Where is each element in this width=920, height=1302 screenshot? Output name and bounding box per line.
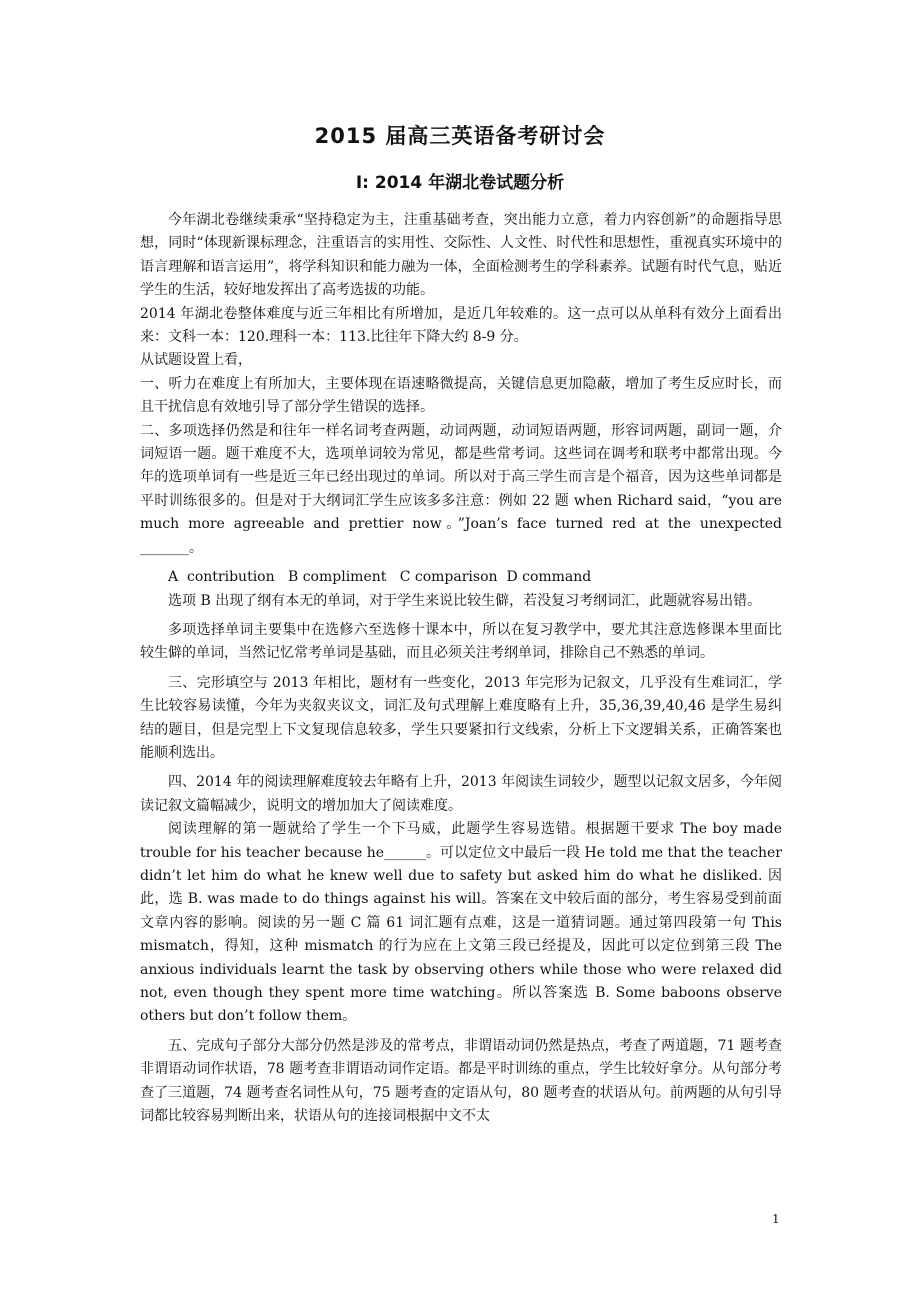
section-subtitle: I: 2014 年湖北卷试题分析 <box>355 173 565 193</box>
paragraph-cloze: 三、完形填空与 2013 年相比，题材有一些变化，2013 年完形为记叙文，几乎没有生难词汇，学生比较容易读懂，今年为夹叙夹议文，词汇及句式理解上难度略有上升，35,36,39,40,46 是学生易纠结的题目，但是完型上下文复现信息较多，学生只要紧扣行文线索，分析上下文逻辑关系，正确答案也能顺利选出。 <box>140 674 782 761</box>
page-title: 2015 届高三英语备考研讨会 <box>314 124 606 148</box>
answer-options: A contribution B compliment C comparison D command <box>168 569 592 586</box>
document-body <box>140 209 782 1128</box>
paragraph-reading: 四、2014 年的阅读理解难度较去年略有上升，2013 年阅读生词较少，题型以记叙文居多，今年阅读记叙文篇幅减少，说明文的增加加大了阅读难度。 <box>140 774 782 814</box>
paragraph-intro: 今年湖北卷继续秉承“坚持稳定为主，注重基础考查，突出能力立意，着力内容创新”的命题指导思想，同时“体现新课标理念，注重语言的实用性、交际性、人文性、时代性和思想性，重视真实环境中的语言理解和语言运用”，将学科知识和能力融为一体，全面检测考生的学科素养。试题有时代气息，贴近学生的生活，较好地发挥出了高考选拔的功能。 <box>140 212 782 299</box>
paragraph-reading-detail: 阅读理解的第一题就给了学生一个下马威，此题学生容易选错。根据题干要求 The boy made trouble for his teacher because he______。可以定位文中最后一段 He told me that the teacher didn’t let him do what he knew well due to safety but asked him do what he disliked. 因此，选 B. was made to do things against his will。答案在文中较后面的部分，考生容易受到前面文章内容的影响。阅读的另一题 C 篇 61 词汇题有点难，这是一道猜词题。通过第四段第一句 This mismatch，得知，这种 mismatch 的行为应在上文第三段已经提及，因此可以定位到第三段 The anxious individuals learnt the task by observing others while those who were relaxed did not, even though they spent more time watching。所以答案选 B. Some baboons observe others but don’t follow them。 <box>140 821 782 1025</box>
page-number: 1 <box>772 1212 780 1226</box>
paragraph-listening: 一、听力在难度上有所加大，主要体现在语速略微提高，关键信息更加隐蔽，增加了考生反应时长，而且干扰信息有效地引导了部分学生错误的选择。 <box>140 375 782 416</box>
paragraph-difficulty: 2014 年湖北卷整体难度与近三年相比有所增加，是近几年较难的。这一点可以从单科有效分上面看出来：文科一本：120.理科一本：113.比往年下降大约 8-9 分。 <box>140 305 782 346</box>
paragraph-option-b: 选项 B 出现了纲有本无的单词，对于学生来说比较生僻，若没复习考纲词汇，此题就容易出错。 <box>168 592 762 609</box>
paragraph-setup: 从试题设置上看， <box>140 352 252 369</box>
paragraph-multiple-choice: 二、多项选择仍然是和往年一样名词考查两题，动词两题，动词短语两题，形容词两题，副词一题，介词短语一题。题干难度不大，选项单词较为常见，都是些常考词。这些词在调考和联考中都常出现。今年的选项单词有一些是近三年已经出现过的单词。所以对于高三学生而言是个福音，因为这些单词都是平时训练很多的。但是对于大纲词汇学生应该多多注意：例如 22 题 when Richard said，“you are much more agreeable and prettier now。”Joan’s face turned red at the unexpected _______。 <box>140 422 782 556</box>
paragraph-sentences: 五、完成句子部分大部分仍然是涉及的常考点，非谓语动词仍然是热点，考查了两道题，71 题考查非谓语动词作状语，78 题考查非谓语动词作定语。都是平时训练的重点，学生比较好拿分。从句部分考查了三道题，74 题考查名词性从句，75 题考查的定语从句，80 题考查的状语从句。前两题的从句引导词都比较容易判断出来，状语从句的连接词根据中文不太 <box>140 1037 782 1125</box>
paragraph-vocabulary: 多项选择单词主要集中在选修六至选修十课本中，所以在复习教学中，要尤其注意选修课本里面比较生僻的单词，当然记忆常考单词是基础，而且必须关注考纲单词，排除自己不熟悉的单词。 <box>140 621 782 662</box>
